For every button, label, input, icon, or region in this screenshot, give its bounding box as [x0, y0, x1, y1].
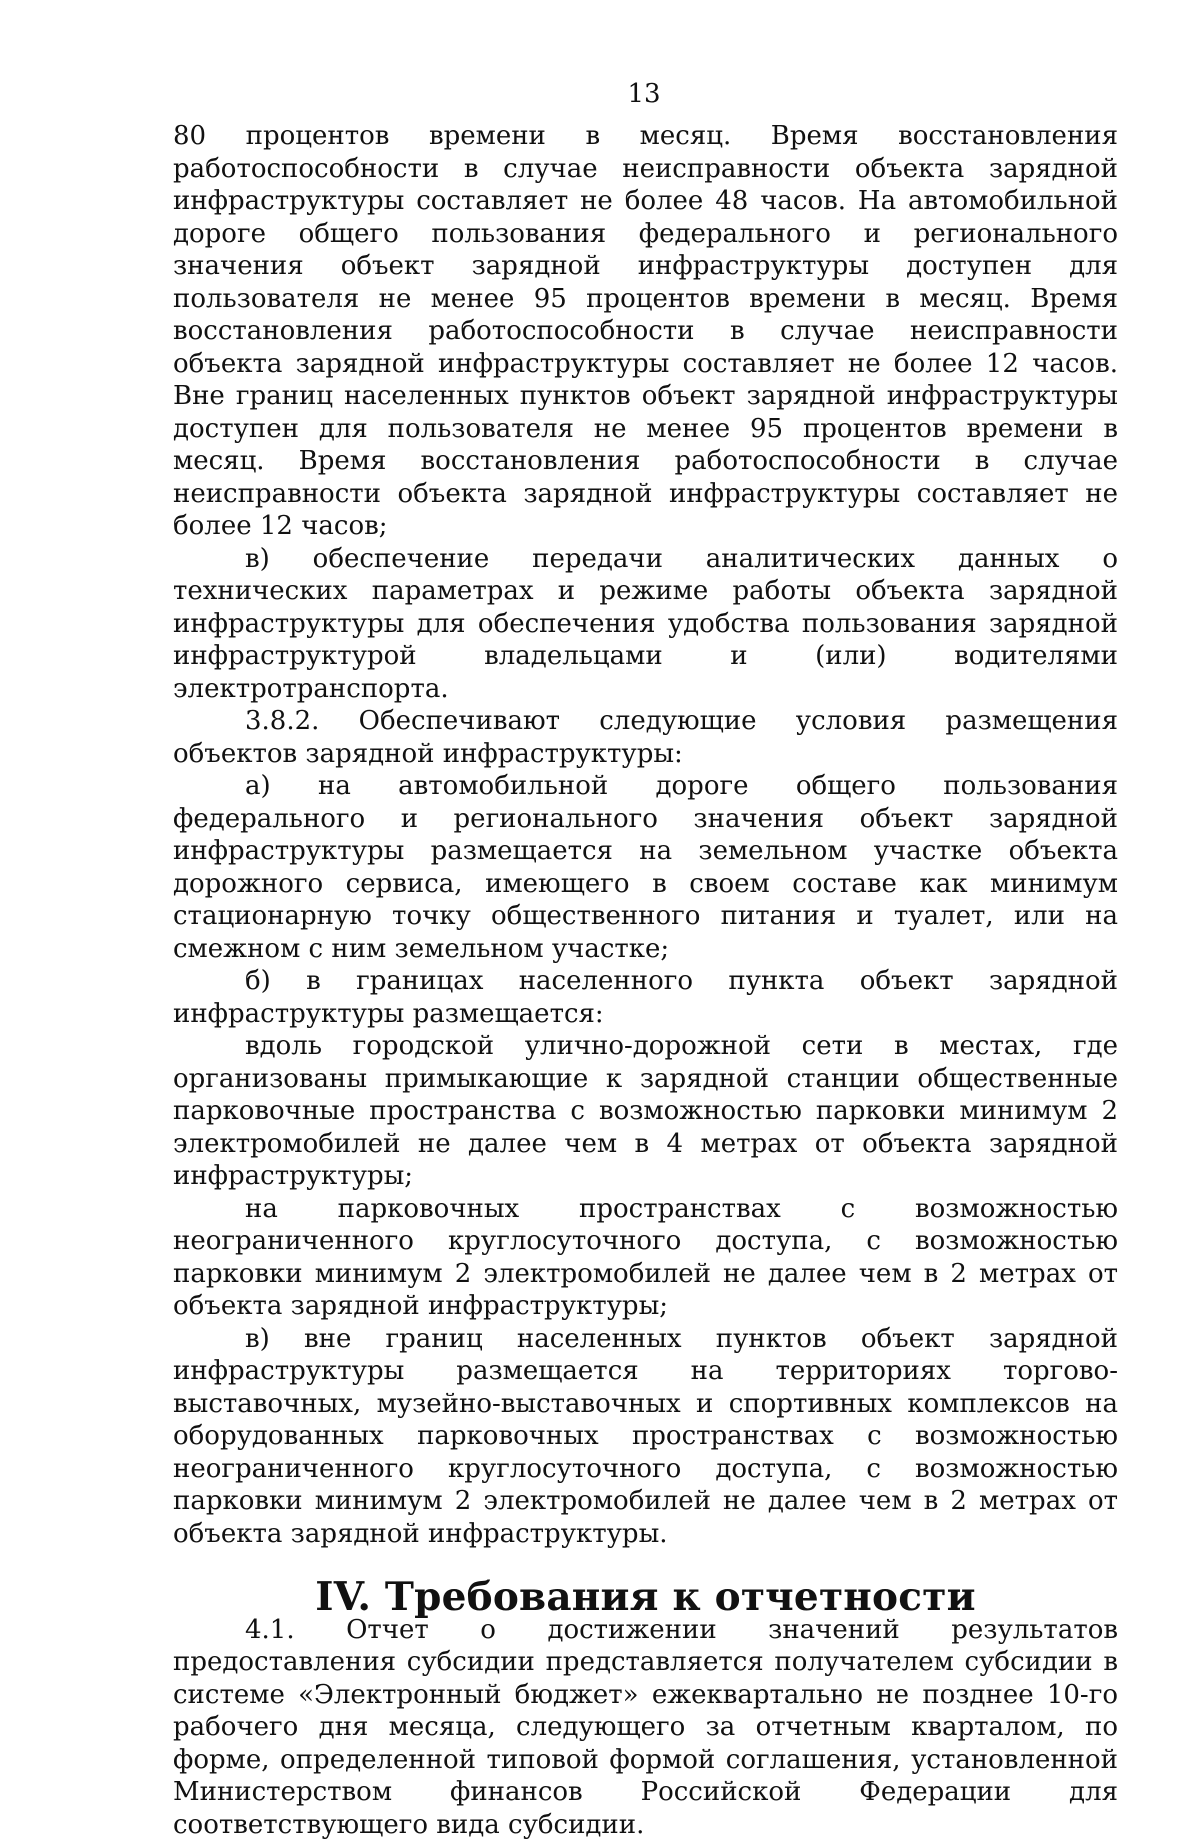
paragraph-item-v-analytics: в) обеспечение передачи аналитических данных о технических параметрах и режиме работы объекта зарядной инфраструктуры для обеспечения удобства пользования зарядной инфраструктурой владельцами и (или) водителями электротранспорта. — [173, 543, 1118, 706]
paragraph-item-v-outside-settlements: в) вне границ населенных пунктов объект зарядной инфраструктуры размещается на территориях торгово-выставочных, музейно-выставочных и спортивных комплексов на оборудованных парковочных пространствах с возможностью неограниченного круглосуточного доступа, с возможностью парковки минимум 2 электромобилей не далее чем в 2 метрах от объекта зарядной инфраструктуры. — [173, 1323, 1118, 1551]
section-heading: IV. Требования к отчетности — [173, 1550, 1118, 1614]
paragraph-continuation: 80 процентов времени в месяц. Время восстановления работоспособности в случае неисправности объекта зарядной инфраструктуры составляет не более 48 часов. На автомобильной дороге общего пользования федерального и регионального значения объект зарядной инфраструктуры доступен для пользователя не менее 95 процентов времени в месяц. Время восстановления работоспособности в случае неисправности объекта зарядной инфраструктуры составляет не более 12 часов. Вне границ населенных пунктов объект зарядной инфраструктуры доступен для пользователя не менее 95 процентов времени в месяц. Время восстановления работоспособности в случае неисправности объекта зарядной инфраструктуры составляет не более 12 часов; — [173, 120, 1118, 543]
page-number: 13 — [0, 78, 1200, 110]
paragraph-street-network: вдоль городской улично-дорожной сети в местах, где организованы примыкающие к зарядной станции общественные парковочные пространства с возможностью парковки минимум 2 электромобилей не далее чем в 4 метрах от объекта зарядной инфраструктуры; — [173, 1030, 1118, 1193]
document-body — [173, 120, 1118, 1841]
paragraph-clause-4-1: 4.1. Отчет о достижении значений результатов предоставления субсидии представляется получателем субсидии в системе «Электронный бюджет» ежеквартально не позднее 10-го рабочего дня месяца, следующего за отчетным кварталом, по форме, определенной типовой формой соглашения, установленной Министерством финансов Российской Федерации для соответствующего вида субсидии. — [173, 1614, 1118, 1841]
paragraph-item-b-settlements: б) в границах населенного пункта объект зарядной инфраструктуры размещается: — [173, 965, 1118, 1030]
paragraph-clause-3-8-2: 3.8.2. Обеспечивают следующие условия размещения объектов зарядной инфраструктуры: — [173, 705, 1118, 770]
paragraph-item-a-federal-roads: а) на автомобильной дороге общего пользования федерального и регионального значения объект зарядной инфраструктуры размещается на земельном участке объекта дорожного сервиса, имеющего в своем составе как минимум стационарную точку общественного питания и туалет, или на смежном с ним земельном участке; — [173, 770, 1118, 965]
paragraph-parking-spaces: на парковочных пространствах с возможностью неограниченного круглосуточного доступа, с возможностью парковки минимум 2 электромобилей не далее чем в 2 метрах от объекта зарядной инфраструктуры; — [173, 1193, 1118, 1323]
